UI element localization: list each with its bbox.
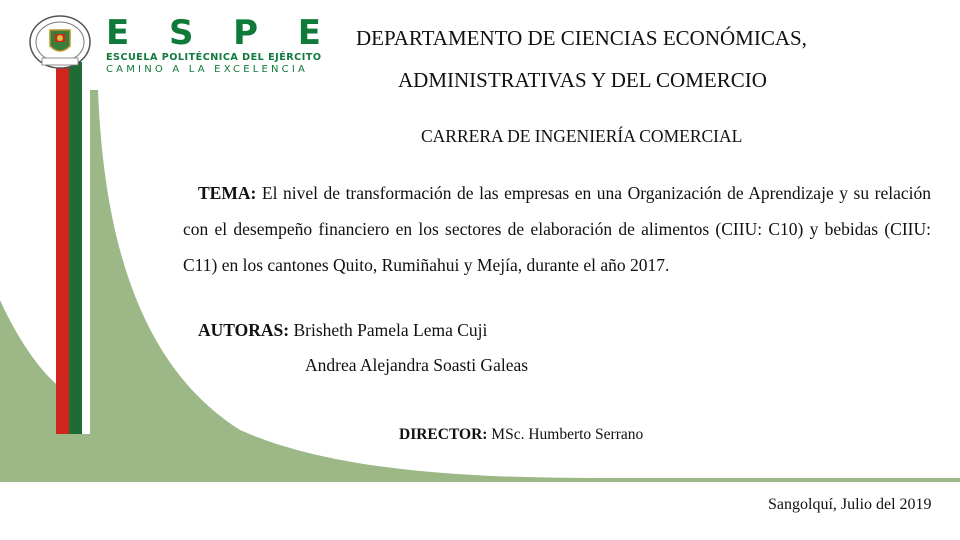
white-stripe-left [44, 62, 56, 372]
place-date: Sangolquí, Julio del 2019 [768, 496, 932, 513]
author-name: Andrea Alejandra Soasti Galeas [305, 355, 529, 375]
dark-green-stripe [69, 62, 82, 434]
topic-label: TEMA: [198, 183, 257, 203]
logo-letter: P [233, 13, 259, 53]
espe-letters [106, 13, 321, 53]
director-label: DIRECTOR: [399, 426, 488, 443]
director-name: MSc. Humberto Serrano [491, 426, 644, 443]
authors-label: AUTORAS: [198, 320, 290, 340]
red-stripe [56, 62, 69, 434]
topic-paragraph [183, 175, 931, 283]
logo-subtitle: ESCUELA POLITÉCNICA DEL EJÉRCITO [106, 52, 322, 63]
authors-line [198, 320, 487, 341]
white-stripe-right [82, 62, 90, 434]
department-title-line2: ADMINISTRATIVAS Y DEL COMERCIO [398, 68, 767, 92]
espe-wordmark [106, 13, 322, 75]
logo-letter: S [168, 13, 194, 53]
logo-letter: E [297, 13, 321, 53]
green-wave-shape [0, 90, 960, 482]
topic-text: El nivel de transformación de las empresas en una Organización de Aprendizaje y su relación con el desempeño financiero en los sectores de elaboración de alimentos (CIIU: C10) y bebidas (CIIU: C11) en los cantones Quito, Rumiñahui y Mejía, durante el año 2017. [183, 183, 932, 275]
logo-letter: E [106, 13, 130, 53]
espe-logo [28, 13, 322, 75]
university-seal-icon [28, 14, 92, 70]
department-title-line1: DEPARTAMENTO DE CIENCIAS ECONÓMICAS, [356, 26, 807, 50]
logo-tagline: CAMINO A LA EXCELENCIA [106, 64, 309, 75]
author-name: Brisheth Pamela Lema Cuji [293, 320, 488, 340]
career-title: CARRERA DE INGENIERÍA COMERCIAL [421, 126, 743, 146]
director-line [399, 426, 643, 444]
